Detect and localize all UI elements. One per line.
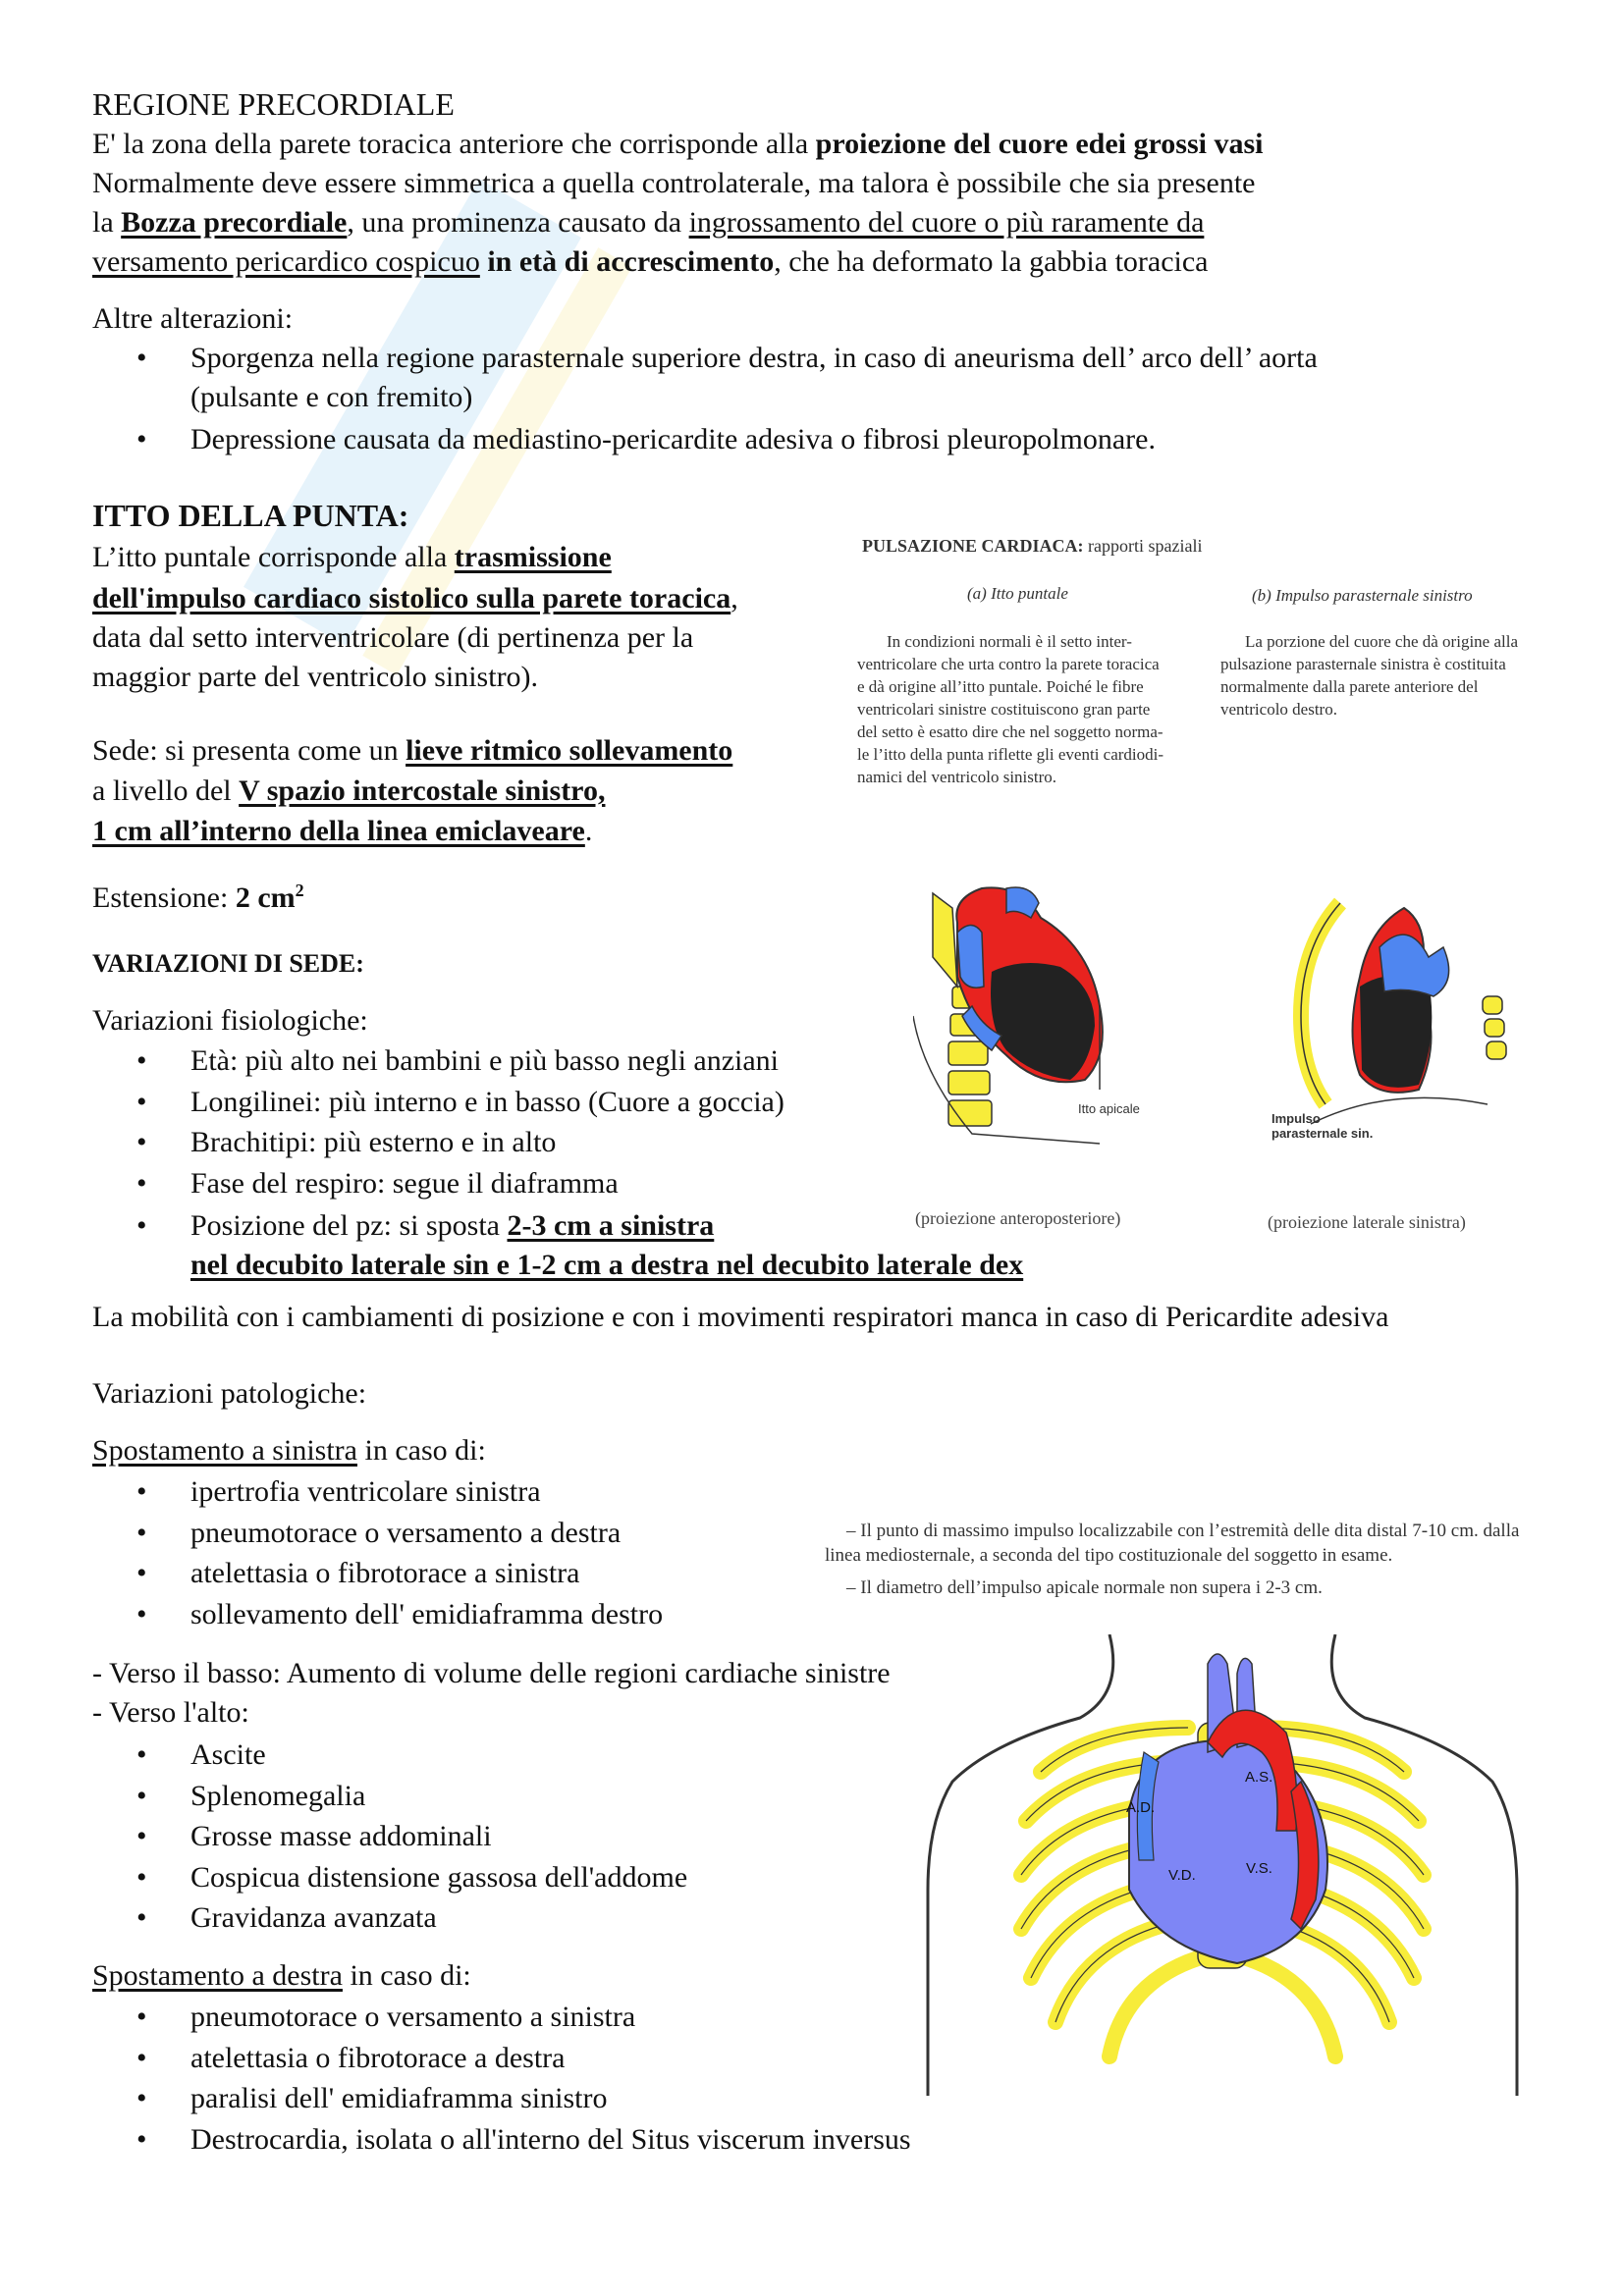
label-impulso-parasternale: Impulso parasternale sin. [1271, 1111, 1374, 1141]
label-vd: V.D. [1168, 1867, 1196, 1884]
figure2-text: – Il punto di massimo impulso localizzabile con l’estremità delle dita distal 7-10 cm. dalla linea mediosternale, a seconda del tipo costituzionale del soggetto in esame. – Il diametro dell’impulso apicale normale non supera i 2-3 cm. [825, 1521, 1520, 1598]
list-item: • ipertrofia ventricolare sinistra [92, 1471, 663, 1513]
list-item: • paralisi dell' emidiaframma sinistro [92, 2078, 911, 2119]
list-item: • Ascite [92, 1735, 687, 1776]
variazioni-fisiologiche-label: Variazioni fisiologiche: [92, 1004, 368, 1037]
estensione: Estensione: 2 $cm^2$ [92, 881, 304, 914]
heart-lateral-illustration [1271, 888, 1527, 1134]
list-item: • atelettasia o fibrotorace a sinistra [92, 1553, 663, 1594]
paragraph-line: E' la zona della parete toracica anteriore che corrisponde alla proiezione del cuore edei grossi vasi [92, 128, 1264, 160]
list-item: • sollevamento dell' emidiaframma destro [92, 1594, 663, 1635]
paragraph-line: versamento pericardico cospicuo in età di accrescimento, che ha deformato la gabbia toracica [92, 245, 1209, 278]
figure1-text-b: La porzione del cuore che dà origine alla pulsazione parasternale sinistra è costituita normalmente dalla parete anteriore del ventricolo destro. [1220, 632, 1519, 719]
list-item-continuation: (pulsante e con fremito) [190, 381, 473, 413]
paragraph-line: data dal setto interventricolare (di pertinenza per la [92, 621, 694, 654]
paragraph-line: dell'impulso cardiaco sistolico sulla parete toracica, [92, 582, 738, 614]
section-title-regione-precordiale: REGIONE PRECORDIALE [92, 86, 455, 122]
variazioni-patologiche-label: Variazioni patologiche: [92, 1377, 367, 1410]
sinistra-list [92, 1471, 663, 1634]
paragraph-line: L’itto puntale corrisponde alla trasmissione [92, 541, 612, 573]
list-item: • Grosse masse addominali [92, 1816, 687, 1857]
list-item: • Gravidanza avanzata [92, 1897, 687, 1939]
paragraph-line: Normalmente deve essere simmetrica a quella controlaterale, ma talora è possibile che sia presente [92, 167, 1256, 199]
label-as: A.S. [1245, 1769, 1273, 1786]
verso-l-alto: - Verso l'alto: [92, 1696, 249, 1729]
verso-il-basso: - Verso il basso: Aumento di volume delle regioni cardiache sinistre [92, 1657, 891, 1689]
section-title-itto-della-punta: ITTO DELLA PUNTA: [92, 498, 409, 533]
caption-laterale: (proiezione laterale sinistra) [1268, 1212, 1466, 1232]
fisiologiche-list [92, 1041, 784, 1203]
list-item: • atelettasia o fibrotorace a destra [92, 2038, 911, 2079]
list-item: • pneumotorace o versamento a sinistra [92, 1997, 911, 2038]
list-item: • Cospicua distensione gassosa dell'addome [92, 1857, 687, 1898]
list-item: • Brachitipi: più esterno e in alto [92, 1122, 784, 1163]
destra-list [92, 1997, 911, 2160]
list-item: • Destrocardia, isolata o all'interno del Situs viscerum inversus [92, 2119, 911, 2161]
paragraph-line: 1 cm all’interno della linea emiclaveare. [92, 815, 593, 847]
caption-anteroposteriore: (proiezione anteroposteriore) [915, 1208, 1121, 1228]
mobilita-paragraph: La mobilità con i cambiamenti di posizione e con i movimenti respiratori manca in caso di Pericardite adesiva [92, 1301, 1389, 1333]
label-ad: A.D. [1126, 1799, 1156, 1816]
chest-heart-illustration [913, 1634, 1551, 2106]
variazioni-di-sede-heading: VARIAZIONI DI SEDE: [92, 949, 364, 978]
list-item: • Età: più alto nei bambini e più basso negli anziani [92, 1041, 784, 1082]
altre-alterazioni-label: Altre alterazioni: [92, 302, 294, 335]
figure1-subtitle-a: (a) Itto puntale [967, 584, 1068, 603]
figure1-subtitle-b: (b) Impulso parasternale sinistro [1252, 586, 1473, 605]
spostamento-destra-label: Spostamento a destra in caso di: [92, 1959, 471, 1992]
paragraph-line: maggior parte del ventricolo sinistro). [92, 661, 539, 693]
label-itto-apicale: Itto apicale [1078, 1101, 1140, 1116]
list-item: • pneumotorace o versamento a destra [92, 1513, 663, 1554]
list-item-continuation: nel decubito laterale sin e 1-2 cm a destra nel decubito laterale dex [190, 1249, 1024, 1281]
paragraph-line: a livello del V spazio intercostale sinistro, [92, 774, 606, 807]
figure1-text-a: In condizioni normali è il setto inter- ventricolare che urta contro la parete toracica e dà origine all’itto puntale. Poiché le fibre ventricolari sinistre costituiscono gran parte del setto è esatto dire che nel soggetto norma- le l’itto della punta riflette gli eventi cardiodi- namici del ventricolo sinistro. [857, 632, 1164, 786]
alto-list [92, 1735, 687, 1939]
paragraph-line: la Bozza precordiale, una prominenza causato da ingrossamento del cuore o più raramente da [92, 206, 1205, 239]
list-item: • Fase del respiro: segue il diaframma [92, 1163, 784, 1204]
figure1-title: PULSAZIONE CARDIACA: rapporti spaziali [862, 536, 1203, 556]
list-item: • Splenomegalia [92, 1776, 687, 1817]
spostamento-sinistra-label: Spostamento a sinistra in caso di: [92, 1434, 486, 1467]
label-vs: V.S. [1246, 1860, 1272, 1877]
paragraph-line: Sede: si presenta come un lieve ritmico sollevamento [92, 734, 733, 767]
list-item: • Longilinei: più interno e in basso (Cuore a goccia) [92, 1082, 784, 1123]
